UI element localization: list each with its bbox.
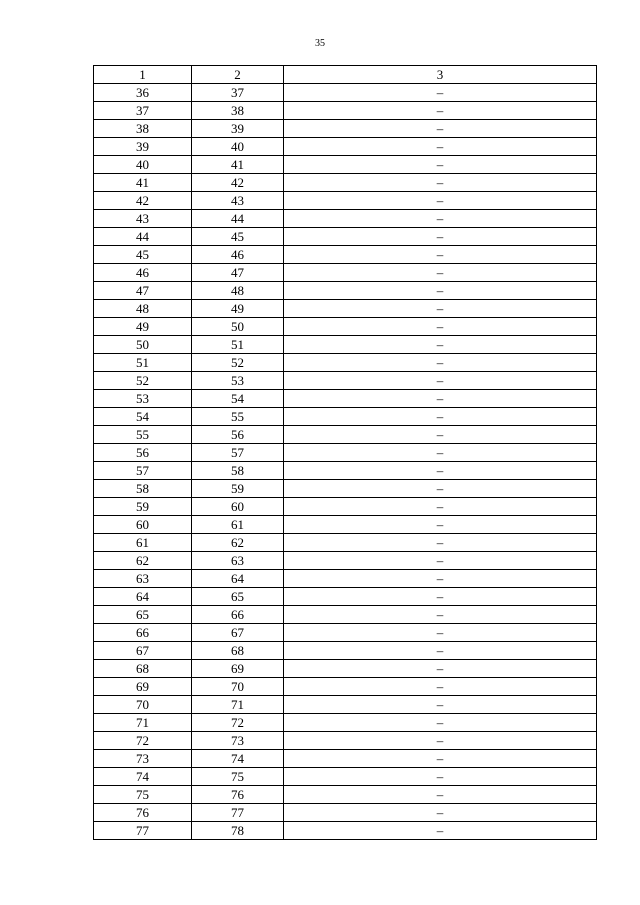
table-row (94, 768, 597, 786)
table-cell-col1: 52 (94, 372, 192, 390)
table-cell-col3: – (284, 318, 597, 336)
page-number: 35 (315, 38, 325, 49)
table-cell-col3: – (284, 138, 597, 156)
table-cell-col3: – (284, 606, 597, 624)
table-cell-col2: 71 (192, 696, 284, 714)
table-cell-col3: – (284, 822, 597, 840)
table-cell-col3: – (284, 552, 597, 570)
table-cell-col2: 43 (192, 192, 284, 210)
table-row (94, 570, 597, 588)
table-cell-col2: 47 (192, 264, 284, 282)
table-cell-col3: – (284, 498, 597, 516)
table-cell-col2: 39 (192, 120, 284, 138)
table-cell-col1: 43 (94, 210, 192, 228)
table-cell-col2: 49 (192, 300, 284, 318)
table-cell-col3: – (284, 228, 597, 246)
table-header (94, 66, 597, 84)
table-row (94, 804, 597, 822)
table-cell-col1: 63 (94, 570, 192, 588)
data-table (93, 65, 597, 840)
table-cell-col1: 77 (94, 822, 192, 840)
table-cell-col2: 51 (192, 336, 284, 354)
table-cell-col3: – (284, 444, 597, 462)
table-row (94, 156, 597, 174)
table-cell-col3: – (284, 642, 597, 660)
table-cell-col3: – (284, 732, 597, 750)
table-cell-col2: 67 (192, 624, 284, 642)
table-row (94, 300, 597, 318)
table-cell-col1: 76 (94, 804, 192, 822)
table-cell-col3: – (284, 462, 597, 480)
table-cell-col3: – (284, 102, 597, 120)
table-cell-col2: 59 (192, 480, 284, 498)
table-row (94, 732, 597, 750)
table-row (94, 588, 597, 606)
table-cell-col3: – (284, 354, 597, 372)
table-cell-col3: – (284, 696, 597, 714)
table-cell-col1: 50 (94, 336, 192, 354)
table-cell-col3: – (284, 372, 597, 390)
table-row (94, 480, 597, 498)
table-cell-col2: 56 (192, 426, 284, 444)
header-row (94, 66, 597, 84)
table-cell-col2: 40 (192, 138, 284, 156)
table-row (94, 750, 597, 768)
table-cell-col3: – (284, 678, 597, 696)
table-cell-col2: 53 (192, 372, 284, 390)
table-cell-col3: – (284, 714, 597, 732)
table-cell-col1: 61 (94, 534, 192, 552)
table-cell-col2: 50 (192, 318, 284, 336)
table-cell-col1: 56 (94, 444, 192, 462)
table-cell-col2: 64 (192, 570, 284, 588)
table-row (94, 282, 597, 300)
table-cell-col1: 64 (94, 588, 192, 606)
table-row (94, 660, 597, 678)
table-row (94, 174, 597, 192)
table-row (94, 678, 597, 696)
table-cell-col1: 72 (94, 732, 192, 750)
table-row (94, 822, 597, 840)
table-cell-col3: – (284, 210, 597, 228)
table-row (94, 336, 597, 354)
table-row (94, 624, 597, 642)
table-row (94, 444, 597, 462)
table-row (94, 138, 597, 156)
table-cell-col2: 68 (192, 642, 284, 660)
table-row (94, 210, 597, 228)
table-cell-col2: 52 (192, 354, 284, 372)
table-cell-col1: 51 (94, 354, 192, 372)
table-row (94, 192, 597, 210)
table-cell-col1: 38 (94, 120, 192, 138)
table-cell-col2: 70 (192, 678, 284, 696)
table-cell-col1: 68 (94, 660, 192, 678)
table-cell-col3: – (284, 84, 597, 102)
table-cell-col3: – (284, 282, 597, 300)
table-cell-col3: – (284, 570, 597, 588)
table-cell-col3: – (284, 660, 597, 678)
table-cell-col1: 42 (94, 192, 192, 210)
table-row (94, 696, 597, 714)
column-header-2: 2 (192, 66, 284, 84)
table-cell-col2: 62 (192, 534, 284, 552)
table-cell-col1: 57 (94, 462, 192, 480)
table-cell-col1: 49 (94, 318, 192, 336)
table-cell-col2: 58 (192, 462, 284, 480)
table-cell-col2: 66 (192, 606, 284, 624)
table-cell-col1: 62 (94, 552, 192, 570)
table-cell-col1: 40 (94, 156, 192, 174)
table-cell-col2: 75 (192, 768, 284, 786)
table-cell-col2: 61 (192, 516, 284, 534)
table-cell-col3: – (284, 750, 597, 768)
table-cell-col2: 78 (192, 822, 284, 840)
column-header-1: 1 (94, 66, 192, 84)
table-cell-col3: – (284, 156, 597, 174)
table-cell-col3: – (284, 624, 597, 642)
table-cell-col3: – (284, 390, 597, 408)
table-cell-col2: 55 (192, 408, 284, 426)
table-row (94, 228, 597, 246)
table-row (94, 354, 597, 372)
table-row (94, 426, 597, 444)
table-cell-col2: 72 (192, 714, 284, 732)
table-cell-col2: 42 (192, 174, 284, 192)
table-cell-col1: 47 (94, 282, 192, 300)
table-cell-col1: 58 (94, 480, 192, 498)
table-cell-col1: 65 (94, 606, 192, 624)
table-row (94, 390, 597, 408)
table-cell-col1: 37 (94, 102, 192, 120)
table-cell-col1: 71 (94, 714, 192, 732)
table-cell-col2: 45 (192, 228, 284, 246)
table-cell-col2: 57 (192, 444, 284, 462)
table-row (94, 408, 597, 426)
table-cell-col1: 73 (94, 750, 192, 768)
table-row (94, 264, 597, 282)
table-cell-col1: 69 (94, 678, 192, 696)
table-cell-col3: – (284, 264, 597, 282)
table-cell-col1: 54 (94, 408, 192, 426)
table-cell-col1: 66 (94, 624, 192, 642)
table-row (94, 786, 597, 804)
table-cell-col2: 77 (192, 804, 284, 822)
table-cell-col2: 46 (192, 246, 284, 264)
table-cell-col2: 63 (192, 552, 284, 570)
table-cell-col2: 48 (192, 282, 284, 300)
table-cell-col3: – (284, 786, 597, 804)
table-cell-col1: 46 (94, 264, 192, 282)
table-cell-col1: 48 (94, 300, 192, 318)
table-cell-col1: 39 (94, 138, 192, 156)
table-cell-col1: 59 (94, 498, 192, 516)
table-row (94, 498, 597, 516)
table-row (94, 606, 597, 624)
column-header-3: 3 (284, 66, 597, 84)
table-row (94, 714, 597, 732)
table-cell-col1: 45 (94, 246, 192, 264)
table-cell-col2: 69 (192, 660, 284, 678)
table-row (94, 552, 597, 570)
table-row (94, 120, 597, 138)
table-cell-col1: 70 (94, 696, 192, 714)
table-cell-col3: – (284, 174, 597, 192)
table-cell-col1: 53 (94, 390, 192, 408)
table-cell-col1: 41 (94, 174, 192, 192)
table-cell-col2: 54 (192, 390, 284, 408)
table-cell-col2: 44 (192, 210, 284, 228)
table-cell-col2: 76 (192, 786, 284, 804)
table-row (94, 102, 597, 120)
table-cell-col3: – (284, 534, 597, 552)
table-cell-col3: – (284, 192, 597, 210)
table-cell-col3: – (284, 768, 597, 786)
table-cell-col1: 67 (94, 642, 192, 660)
table-row (94, 642, 597, 660)
table-cell-col1: 55 (94, 426, 192, 444)
table-cell-col2: 73 (192, 732, 284, 750)
table-cell-col3: – (284, 408, 597, 426)
table-cell-col1: 74 (94, 768, 192, 786)
table-row (94, 246, 597, 264)
table-cell-col3: – (284, 300, 597, 318)
table-cell-col3: – (284, 120, 597, 138)
table-row (94, 84, 597, 102)
table-cell-col1: 44 (94, 228, 192, 246)
table-cell-col1: 60 (94, 516, 192, 534)
table-cell-col1: 75 (94, 786, 192, 804)
table-cell-col3: – (284, 336, 597, 354)
table-cell-col2: 60 (192, 498, 284, 516)
table-cell-col2: 74 (192, 750, 284, 768)
table-cell-col3: – (284, 588, 597, 606)
table-cell-col3: – (284, 804, 597, 822)
table-cell-col3: – (284, 246, 597, 264)
table-cell-col1: 36 (94, 84, 192, 102)
table-cell-col2: 41 (192, 156, 284, 174)
table-row (94, 534, 597, 552)
table-row (94, 318, 597, 336)
table-body (94, 84, 597, 840)
table-cell-col2: 38 (192, 102, 284, 120)
table-cell-col2: 37 (192, 84, 284, 102)
table-cell-col3: – (284, 426, 597, 444)
table-row (94, 462, 597, 480)
table-row (94, 372, 597, 390)
table-cell-col3: – (284, 516, 597, 534)
table-cell-col2: 65 (192, 588, 284, 606)
table-cell-col3: – (284, 480, 597, 498)
table-row (94, 516, 597, 534)
